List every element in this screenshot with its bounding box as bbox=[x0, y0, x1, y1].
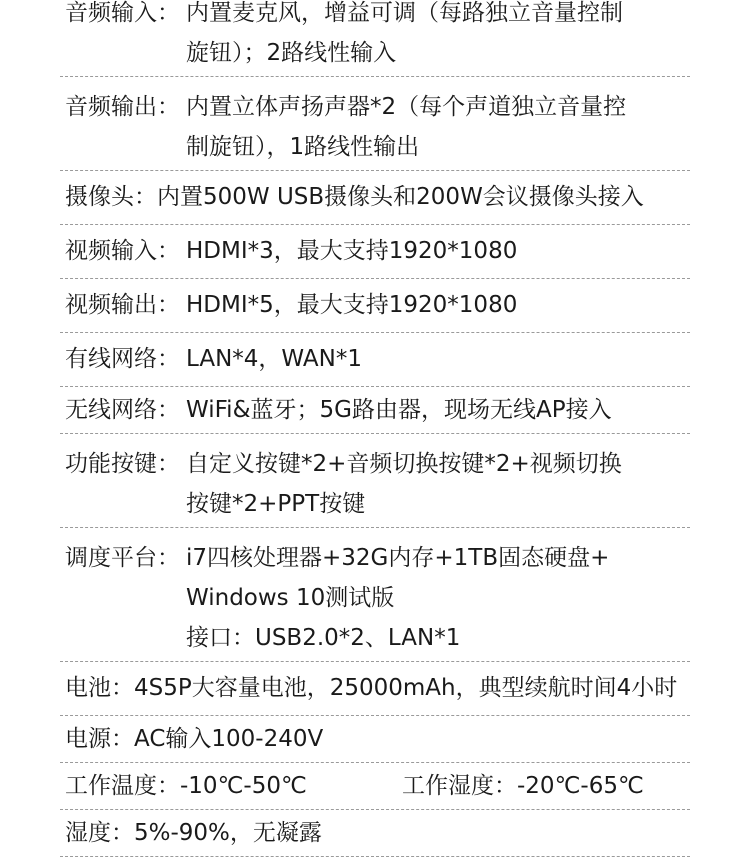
spec-value: WiFi&蓝牙；5G路由器，现场无线AP接入 bbox=[186, 397, 612, 423]
spec-value-line: 内置麦克风，增益可调（每路独立音量控制 bbox=[186, 0, 623, 26]
operating-conditions bbox=[65, 766, 690, 806]
spec-value-line: 制旋钮），1路线性输出 bbox=[186, 134, 420, 160]
spec-value: HDMI*5，最大支持1920*1080 bbox=[186, 292, 518, 318]
spec-value bbox=[186, 87, 690, 167]
spec-list bbox=[60, 0, 690, 857]
spec-value: HDMI*3，最大支持1920*1080 bbox=[186, 238, 518, 264]
spec-value: -10℃-50℃ bbox=[180, 773, 307, 799]
spec-value bbox=[186, 0, 690, 73]
spec-value-line: i7四核处理器+32G内存+1TB固态硬盘+ bbox=[186, 545, 610, 571]
spec-label: 电源： bbox=[65, 726, 134, 752]
spec-value-line: 内置立体声扬声器*2（每个声道独立音量控 bbox=[186, 94, 627, 120]
spec-row-operating-conditions bbox=[60, 763, 690, 810]
spec-label: 工作温度： bbox=[65, 773, 180, 799]
spec-value: -20℃-65℃ bbox=[517, 773, 644, 799]
spec-label: 调度平台： bbox=[65, 545, 180, 571]
spec-row-video-input bbox=[60, 225, 690, 279]
spec-value: LAN*4，WAN*1 bbox=[186, 346, 362, 372]
spec-value-line: 按键*2+PPT按键 bbox=[186, 491, 366, 517]
spec-row-power bbox=[60, 716, 690, 763]
spec-label: 无线网络： bbox=[65, 397, 180, 423]
spec-value bbox=[186, 444, 690, 524]
spec-row-wired-network bbox=[60, 333, 690, 387]
spec-row-function-keys bbox=[60, 434, 690, 528]
spec-label: 功能按键： bbox=[65, 451, 180, 477]
spec-value: AC输入100-240V bbox=[134, 726, 324, 752]
spec-row-audio-input bbox=[60, 0, 690, 77]
spec-label: 湿度： bbox=[65, 820, 134, 846]
spec-row-video-output bbox=[60, 279, 690, 333]
spec-value-line: 自定义按键*2+音频切换按键*2+视频切换 bbox=[186, 451, 622, 477]
spec-value-line: 接口：USB2.0*2、LAN*1 bbox=[186, 625, 461, 651]
spec-label: 有线网络： bbox=[65, 346, 180, 372]
spec-row-dispatch-platform bbox=[60, 528, 690, 662]
spec-value-line: 旋钮）；2路线性输入 bbox=[186, 40, 397, 66]
spec-label: 视频输出： bbox=[65, 292, 180, 318]
spec-label: 音频输出： bbox=[65, 94, 180, 120]
spec-label: 视频输入： bbox=[65, 238, 180, 264]
spec-value: 内置500W USB摄像头和200W会议摄像头接入 bbox=[157, 184, 644, 210]
spec-label: 音频输入： bbox=[65, 0, 180, 26]
spec-value: 4S5P大容量电池，25000mAh，典型续航时间4小时 bbox=[134, 675, 678, 701]
spec-label: 电池： bbox=[65, 675, 134, 701]
spec-label: 摄像头： bbox=[65, 184, 157, 210]
spec-row-audio-output bbox=[60, 77, 690, 171]
spec-row-camera bbox=[60, 171, 690, 225]
spec-row-humidity bbox=[60, 810, 690, 857]
operating-humidity bbox=[402, 766, 644, 806]
spec-value bbox=[186, 538, 690, 658]
spec-row-battery bbox=[60, 662, 690, 716]
spec-row-wireless-network bbox=[60, 387, 690, 434]
spec-value-line: Windows 10测试版 bbox=[186, 585, 395, 611]
spec-label: 工作湿度： bbox=[402, 773, 517, 799]
operating-temperature bbox=[65, 766, 402, 806]
spec-value: 5%-90%，无凝露 bbox=[134, 820, 322, 846]
